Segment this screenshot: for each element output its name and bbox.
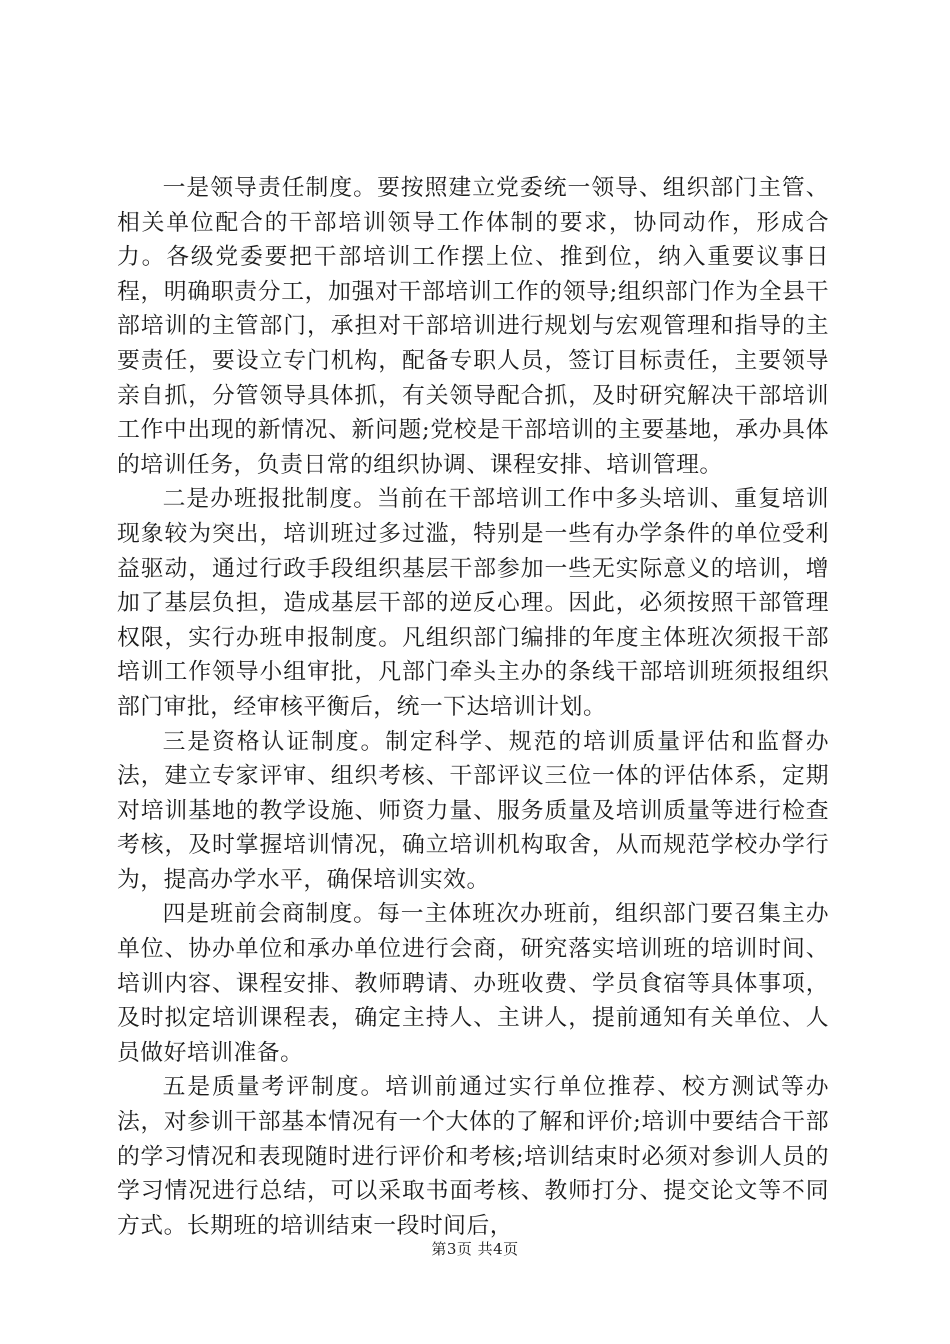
paragraph-quality-evaluation: 五是质量考评制度。培训前通过实行单位推荐、校方测试等办法，对参训干部基本情况有一个大体的了解和评价;培训中要结合干部的学习情况和表现随时进行评价和考核;培训结束时必须对参训人员的学习情况进行总结，可以采取书面考核、教师打分、提交论文等不同方式。长期班的培训结束一段时间后， xyxy=(117,1074,829,1239)
paragraph-class-approval: 二是办班报批制度。当前在干部培训工作中多头培训、重复培训现象较为突出，培训班过多过滥，特别是一些有办学条件的单位受利益驱动，通过行政手段组织基层干部参加一些无实际意义的培训，增加了基层负担，造成基层干部的逆反心理。因此，必须按照干部管理权限，实行办班申报制度。凡组织部门编排的年度主体班次须报干部培训工作领导小组审批，凡部门牵头主办的条线干部培训班须报组织部门审批，经审核平衡后，统一下达培训计划。 xyxy=(117,486,829,720)
paragraph-qualification-certification: 三是资格认证制度。制定科学、规范的培训质量评估和监督办法，建立专家评审、组织考核、干部评议三位一体的评估体系，定期对培训基地的教学设施、师资力量、服务质量及培训质量等进行检查考核，及时掌握培训情况，确立培训机构取舍，从而规范学校办学行为，提高办学水平，确保培训实效。 xyxy=(117,728,829,893)
paragraph-leadership-responsibility: 一是领导责任制度。要按照建立党委统一领导、组织部门主管、相关单位配合的干部培训领导工作体制的要求，协同动作，形成合力。各级党委要把干部培训工作摆上位、推到位，纳入重要议事日程，明确职责分工，加强对干部培训工作的领导;组织部门作为全县干部培训的主管部门，承担对干部培训进行规划与宏观管理和指导的主要责任，要设立专门机构，配备专职人员，签订目标责任，主要领导亲自抓，分管领导具体抓，有关领导配合抓，及时研究解决干部培训工作中出现的新情况、新问题;党校是干部培训的主要基地，承办具体的培训任务，负责日常的组织协调、课程安排、培训管理。 xyxy=(117,175,829,478)
page-number-footer: 第3页 共4页 xyxy=(431,1240,519,1258)
paragraph-pre-class-consultation: 四是班前会商制度。每一主体班次办班前，组织部门要召集主办单位、协办单位和承办单位进行会商，研究落实培训班的培训时间、培训内容、课程安排、教师聘请、办班收费、学员食宿等具体事项，及时拟定培训课程表，确定主持人、主讲人，提前通知有关单位、人员做好培训准备。 xyxy=(117,901,829,1066)
document-body xyxy=(117,171,829,1243)
